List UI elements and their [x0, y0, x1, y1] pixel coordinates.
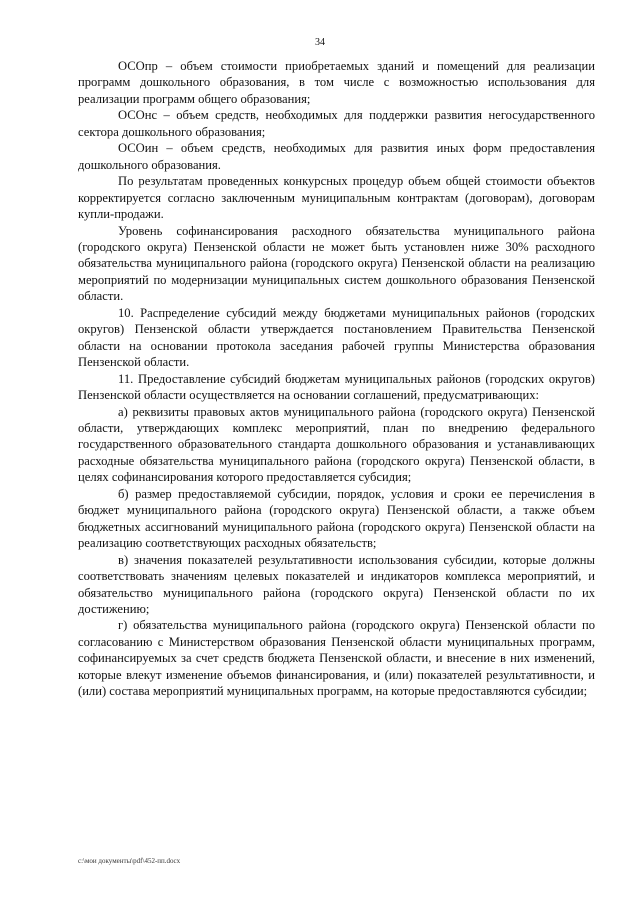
paragraph-cofinancing-level: Уровень софинансирования расходного обязательства муниципального района (городского округа) Пензенской области не может быть установлен ниже 30% расходного обязательства муниципального района (городского округа) Пензенской области на реализацию мероприятий по модернизации муниципальных систем дошкольного образования Пензенской области.	[78, 223, 595, 304]
document-body	[78, 58, 595, 700]
footer-file-path: c:\мои документы\pdf\452-пп.docx	[78, 857, 181, 865]
paragraph-subitem-g: г) обязательства муниципального района (городского округа) Пензенской области по согласованию с Министерством образования Пензенской области муниципальных программ, софинансируемых за счет средств бюджета Пензенской области, и внесение в них изменений, которые влекут изменение объемов финансирования, и (или) показателей результативности, и (или) состава мероприятий муниципальных программ, на которые предоставляются субсидии;	[78, 618, 595, 699]
page-number: 34	[315, 37, 325, 48]
paragraph-contest-results: По результатам проведенных конкурсных процедур объем общей стоимости объектов корректируется согласно заключенным муниципальным контрактам (договорам), договорам купли-продажи.	[78, 174, 595, 222]
paragraph-osons: ОСОнс – объем средств, необходимых для поддержки развития негосударственного сектора дошкольного образования;	[78, 108, 595, 139]
paragraph-item-10: 10. Распределение субсидий между бюджетами муниципальных районов (городских округов) Пензенской области утверждается постановлением Правительства Пензенской области на основании протокола заседания рабочей группы Министерства образования Пензенской области.	[78, 305, 595, 370]
paragraph-subitem-b: б) размер предоставляемой субсидии, порядок, условия и сроки ее перечисления в бюджет муниципального района (городского округа) Пензенской области, а также объем бюджетных ассигнований муниципального района (городского округа) Пензенской области на реализацию соответствующих расходных обязательств;	[78, 486, 595, 551]
paragraph-subitem-v: в) значения показателей результативности использования субсидии, которые должны соответствовать значениям целевых показателей и индикаторов комплекса мероприятий, и обязательство муниципального района (городского округа) Пензенской области по их достижению;	[78, 552, 595, 616]
paragraph-item-11: 11. Предоставление субсидий бюджетам муниципальных районов (городских округов) Пензенской области осуществляется на основании соглашений, предусматривающих:	[78, 371, 595, 403]
paragraph-osoin: ОСОин – объем средств, необходимых для развития иных форм предоставления дошкольного образования.	[78, 141, 595, 172]
paragraph-subitem-a: а) реквизиты правовых актов муниципального района (городского округа) Пензенской области, утверждающих комплекс мероприятий, план по внедрению федерального государственного образовательного стандарта дошкольного образования и устанавливающих расходные обязательства муниципального района (городского округа) Пензенской области, в целях софинансирования которого предоставляется субсидия;	[78, 404, 595, 485]
paragraph-osopr: ОСОпр – объем стоимости приобретаемых зданий и помещений для реализации программ дошкольного образования, в том числе с возможностью использования для реализации программ общего образования;	[78, 59, 595, 106]
